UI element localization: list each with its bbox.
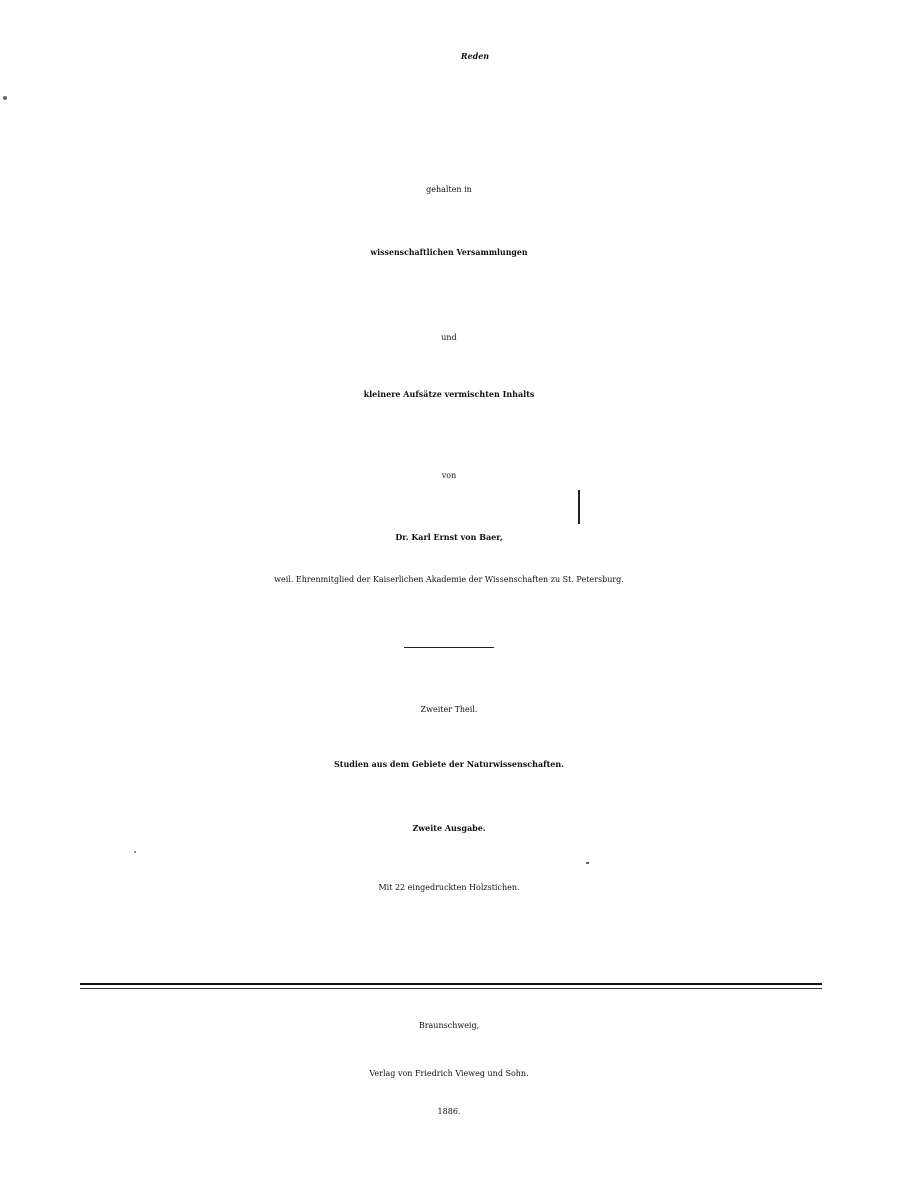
scan-speck [586, 862, 589, 864]
short-divider [404, 647, 494, 648]
conjunction-von: von [441, 471, 457, 480]
headline-secondary: kleinere Aufsätze vermischten Inhalts [363, 389, 535, 399]
scan-stroke [578, 490, 580, 524]
illustrations-note: Mit 22 eingedruckten Holzstichen. [378, 883, 520, 892]
scan-speck [3, 96, 7, 100]
publication-place: Braunschweig, [418, 1021, 480, 1030]
volume-title: Studien aus dem Gebiete der Naturwissenschaften. [334, 759, 564, 769]
subtitle-line: gehalten in [426, 185, 472, 194]
conjunction-und: und [441, 333, 457, 342]
headline-primary: wissenschaftlichen Versammlungen [370, 247, 528, 257]
author-name: Dr. Karl Ernst von Baer, [395, 532, 503, 542]
scan-speck [134, 851, 136, 853]
book-title: Reden [460, 51, 490, 61]
double-rule-top [80, 983, 822, 985]
author-affiliation: weil. Ehrenmitglied der Kaiserlichen Akademie der Wissenschaften zu St. Petersburg. [274, 575, 624, 584]
double-rule-bottom [80, 988, 822, 989]
edition-label: Zweite Ausgabe. [412, 823, 486, 833]
volume-number: Zweiter Theil. [420, 705, 478, 714]
publication-year: 1886. [437, 1107, 461, 1116]
publisher: Verlag von Friedrich Vieweg und Sohn. [369, 1069, 529, 1078]
